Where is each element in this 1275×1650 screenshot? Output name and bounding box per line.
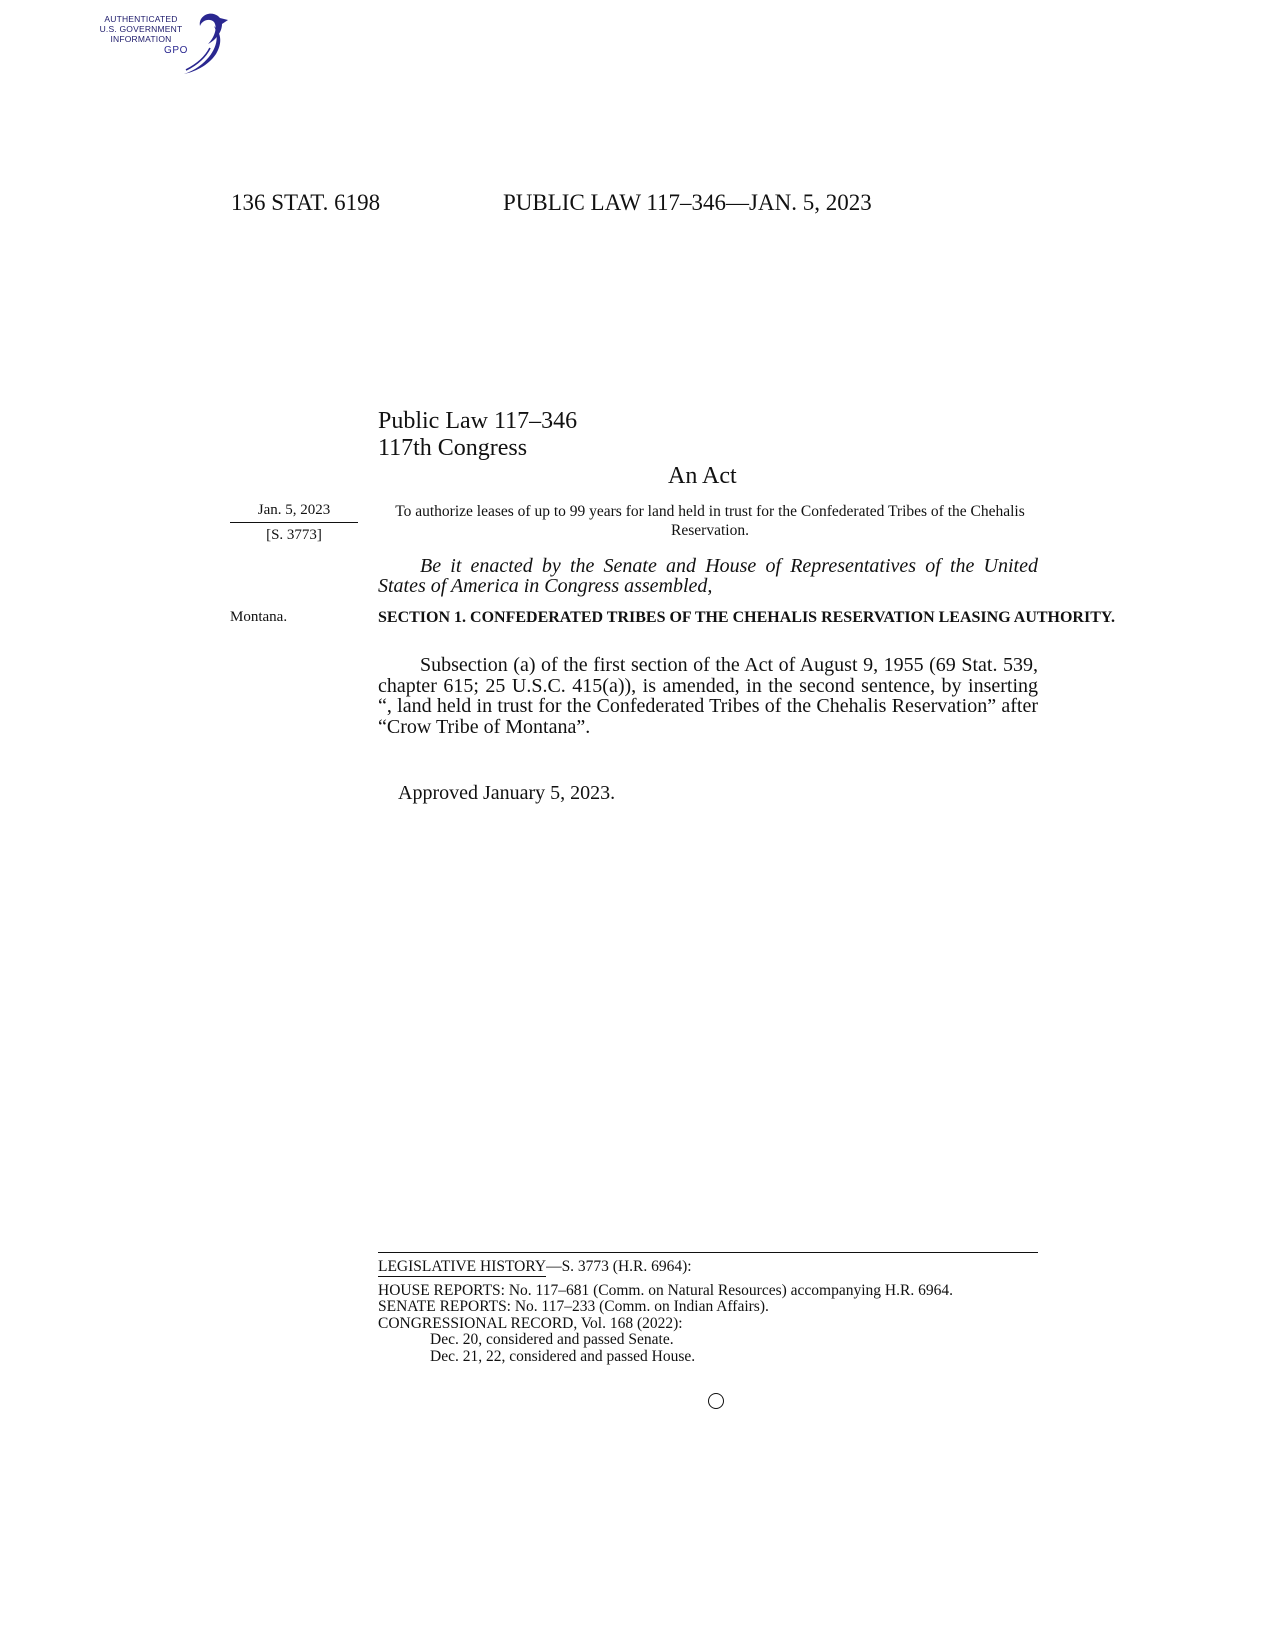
seal-line-1: AUTHENTICATED [104, 14, 178, 24]
record-entry: Dec. 20, considered and passed Senate. [430, 1331, 674, 1348]
margin-rule [230, 522, 358, 523]
section-text: Subsection (a) of the first section of the Act of August 9, 1955 (69 Stat. 539, chapter 615; 25 U.S.C. 415(a)), is amended, in the second sentence, by inserting “, land held in trust for the Confederated Tribes of the Chehalis Reservation” after “Crow Tribe of Montana”. [378, 654, 1038, 738]
act-purpose: To authorize leases of up to 99 years for land held in trust for the Confederated Tribes of the Chehalis Reservation. [395, 503, 1025, 539]
senate-reports: SENATE REPORTS: No. 117–233 (Comm. on Indian Affairs). [378, 1298, 769, 1315]
seal-line-2: U.S. GOVERNMENT [99, 24, 183, 34]
running-head-law: PUBLIC LAW 117–346—JAN. 5, 2023 [503, 190, 872, 215]
congressional-record: CONGRESSIONAL RECORD, Vol. 168 (2022): [378, 1314, 683, 1332]
approval-date: Approved January 5, 2023. [398, 782, 616, 804]
margin-state-note: Montana. [230, 609, 288, 625]
history-heading [378, 1259, 1038, 1277]
act-title: An Act [668, 463, 737, 489]
margin-bill-number: [S. 3773] [266, 527, 322, 543]
seal-line-3: INFORMATION [110, 34, 172, 44]
legislative-history [378, 1259, 1038, 1365]
eagle-icon [180, 8, 232, 78]
history-rule [378, 1252, 1038, 1253]
public-law-number: Public Law 117–346 [378, 408, 578, 434]
section-heading: SECTION 1. CONFEDERATED TRIBES OF THE CHEHALIS RESERVATION LEASING AUTHORITY. [378, 609, 1115, 626]
margin-date: Jan. 5, 2023 [257, 502, 331, 518]
gpo-mark: GPO [164, 45, 189, 56]
stat-page-reference: 136 STAT. 6198 [231, 190, 381, 215]
history-title-rest: —S. 3773 (H.R. 6964): [546, 1258, 692, 1275]
seal-text [92, 14, 190, 44]
record-entry: Dec. 21, 22, considered and passed House. [430, 1347, 696, 1365]
gpo-seal [92, 8, 232, 78]
history-title: LEGISLATIVE HISTORY [378, 1258, 547, 1275]
congress-session: 117th Congress [378, 435, 528, 461]
enacting-clause: Be it enacted by the Senate and House of Representatives of the United States of America in Congress assembled, [378, 555, 1038, 597]
end-of-law-mark [708, 1393, 724, 1409]
house-reports: HOUSE REPORTS: No. 117–681 (Comm. on Natural Resources) accompanying H.R. 6964. [378, 1281, 953, 1299]
